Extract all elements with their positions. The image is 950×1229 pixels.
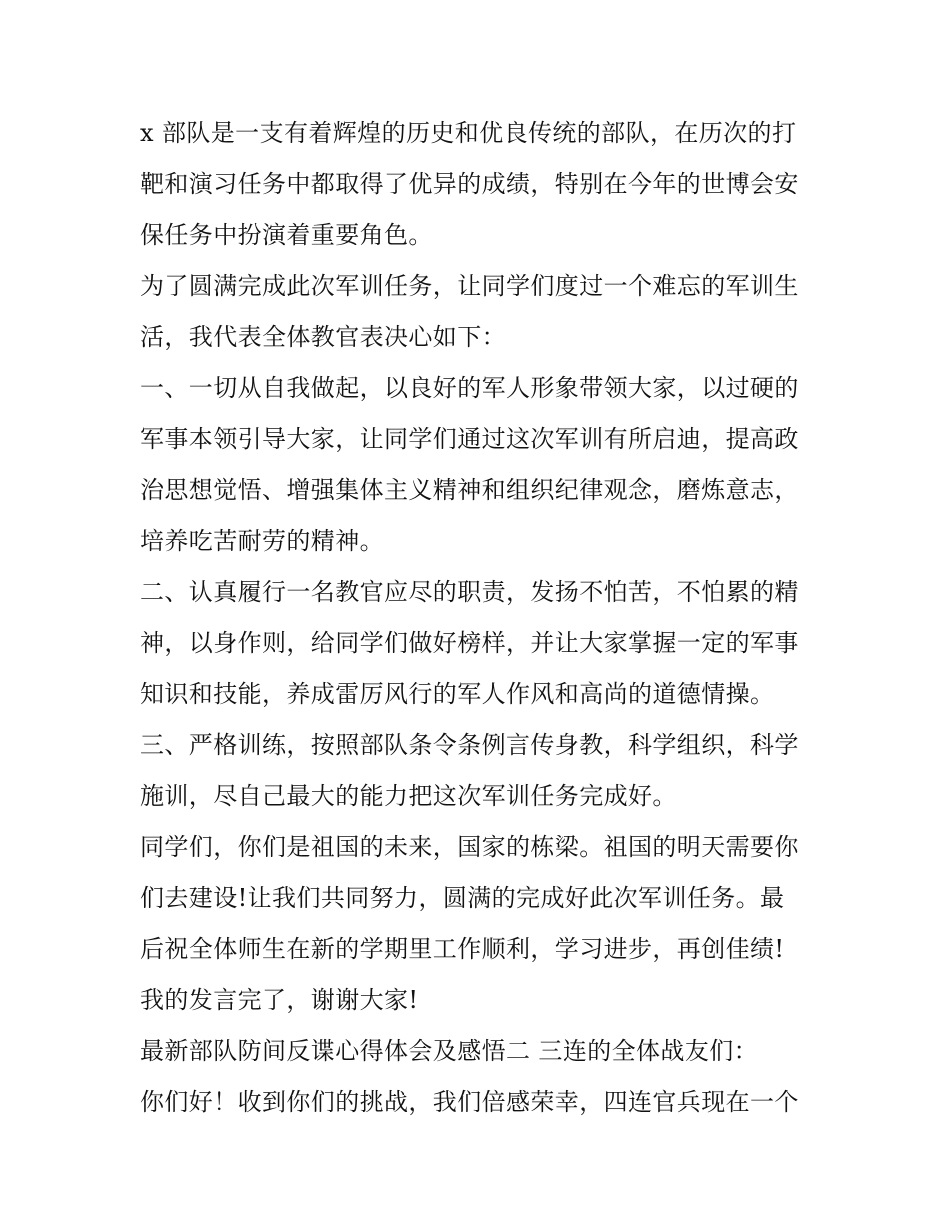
text-line: 知识和技能，养成雷厉风行的军人作风和高尚的道德情操。 [140, 680, 775, 708]
text-line: x 部队是一支有着辉煌的历史和优良传统的部队，在历次的打 [140, 119, 797, 147]
text-line: 为了圆满完成此次军训任务，让同学们度过一个难忘的军训生 [140, 272, 799, 300]
text-line: 你们好！收到你们的挑战，我们倍感荣幸，四连官兵现在一个 [140, 1088, 799, 1116]
text-line: 军事本领引导大家，让同学们通过这次军训有所启迪，提高政 [140, 425, 799, 453]
text-line: 后祝全体师生在新的学期里工作顺利，学习进步，再创佳绩! [140, 935, 785, 963]
text-line: 神，以身作则，给同学们做好榜样，并让大家掌握一定的军事 [140, 629, 799, 657]
text-line: 活，我代表全体教官表决心如下： [140, 323, 506, 351]
text-line: 我的发言完了，谢谢大家! [140, 986, 419, 1014]
text-line: 二、认真履行一名教官应尽的职责，发扬不怕苦，不怕累的精 [140, 578, 799, 606]
text-line: 三、严格训练，按照部队条令条例言传身教，科学组织，科学 [140, 731, 799, 759]
document-body [140, 108, 820, 1128]
text-line: 最新部队防间反谍心得体会及感悟二 三连的全体战友们： [140, 1037, 759, 1065]
text-line: 同学们，你们是祖国的未来，国家的栋梁。祖国的明天需要你 [140, 833, 799, 861]
text-line: 培养吃苦耐劳的精神。 [140, 527, 384, 555]
text-line: 施训，尽自己最大的能力把这次军训任务完成好。 [140, 782, 677, 810]
text-line: 靶和演习任务中都取得了优异的成绩，特别在今年的世博会安 [140, 170, 799, 198]
text-line: 治思想觉悟、增强集体主义精神和组织纪律观念，磨炼意志， [140, 476, 799, 504]
text-line: 们去建设!让我们共同努力，圆满的完成好此次军训任务。最 [140, 884, 785, 912]
text-line: 一、一切从自我做起，以良好的军人形象带领大家，以过硬的 [140, 374, 799, 402]
text-line: 保任务中扮演着重要角色。 [140, 221, 433, 249]
